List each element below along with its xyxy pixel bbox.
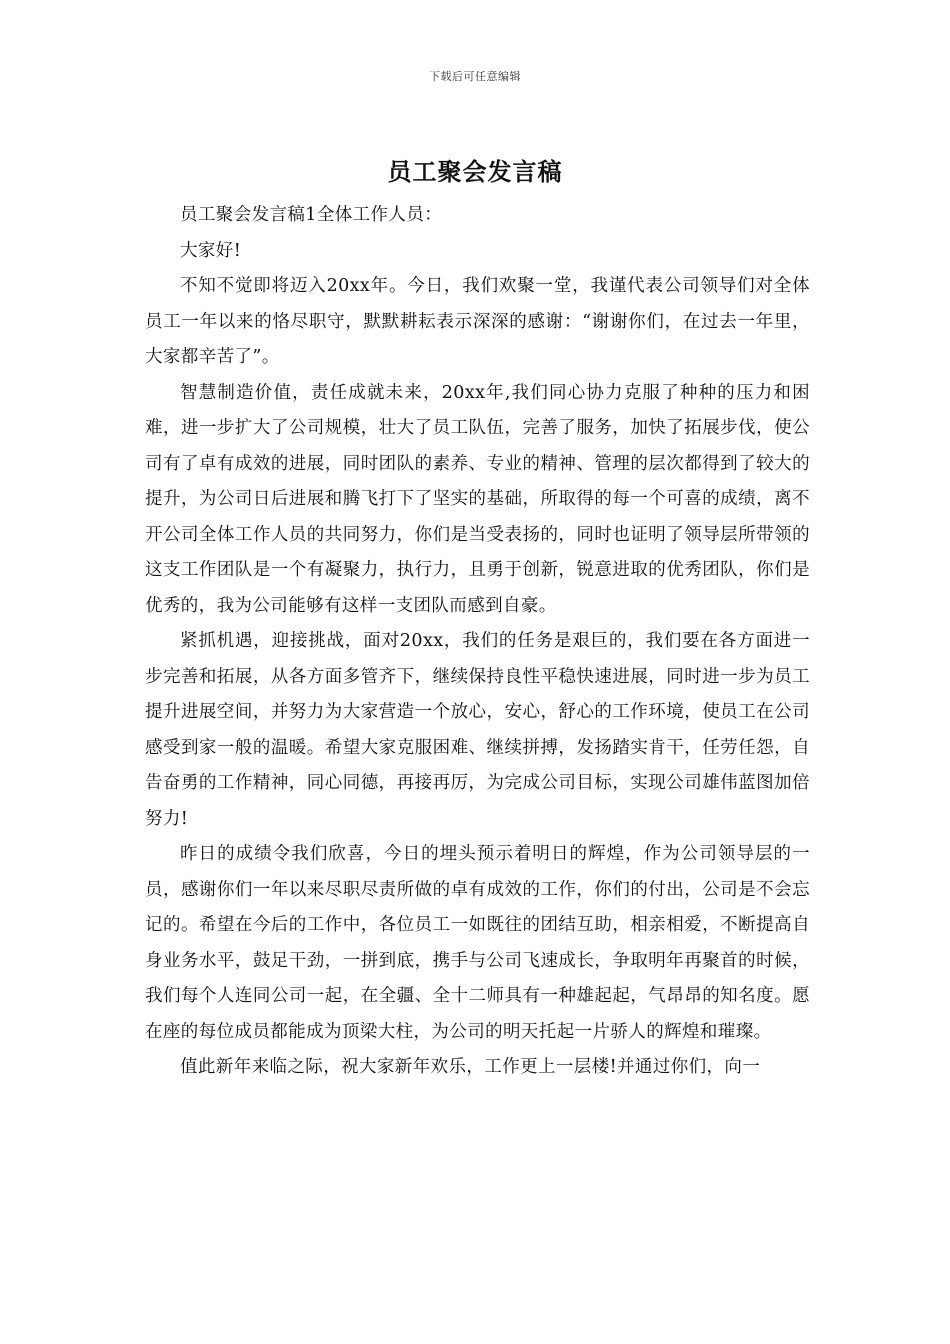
paragraph: 不知不觉即将迈入20xx年。今日，我们欢聚一堂，我谨代表公司领导们对全体员工一年以来的恪尽职守，默默耕耘表示深深的感谢：“谢谢你们，在过去一年里，大家都辛苦了”。	[145, 276, 810, 367]
document-body	[145, 198, 810, 1086]
document-title: 员工聚会发言稿	[387, 157, 563, 186]
paragraph-salutation: 员工聚会发言稿1全体工作人员：	[180, 205, 443, 225]
paragraph-greeting: 大家好!	[180, 240, 242, 261]
paragraph: 智慧制造价值，责任成就未来，20xx年,我们同心协力克服了种种的压力和困难，进一步扩大了公司规模，壮大了员工队伍，完善了服务，加快了拓展步伐，使公司有了卓有成效的进展，同时团队的素养、专业的精神、管理的层次都得到了较大的提升，为公司日后进展和腾飞打下了坚实的基础，所取得的每一个可喜的成绩，离不开公司全体工作人员的共同努力，你们是当受表扬的，同时也证明了领导层所带领的这支工作团队是一个有凝聚力，执行力，且勇于创新，锐意进取的优秀团队，你们是优秀的，我为公司能够有这样一支团队而感到自豪。	[145, 382, 810, 616]
paragraph: 紧抓机遇，迎接挑战，面对20xx，我们的任务是艰巨的，我们要在各方面进一步完善和拓展，从各方面多管齐下，继续保持良性平稳快速进展，同时进一步为员工提升进展空间，并努力为大家营造一个放心，安心，舒心的工作环境，使员工在公司感受到家一般的温暖。希望大家克服困难、继续拼搏，发扬踏实肯干，任劳任怨，自告奋勇的工作精神，同心同德，再接再厉，为完成公司目标，实现公司雄伟蓝图加倍努力!	[145, 631, 810, 829]
paragraph: 值此新年来临之际，祝大家新年欢乐，工作更上一层楼!并通过你们，向一	[180, 1057, 761, 1077]
header-note: 下载后可任意编辑	[429, 70, 521, 83]
paragraph: 昨日的成绩令我们欣喜，今日的埋头预示着明日的辉煌，作为公司领导层的一员，感谢你们一年以来尽职尽责所做的卓有成效的工作，你们的付出，公司是不会忘记的。希望在今后的工作中，各位员工一如既往的团结互助，相亲相爱，不断提高自身业务水平，鼓足干劲，一拼到底，携手与公司飞速成长，争取明年再聚首的时候，我们每个人连同公司一起，在全疆、全十二师具有一种雄起起，气昂昂的知名度。愿在座的每位成员都能成为顶梁大柱，为公司的明天托起一片骄人的辉煌和璀璨。	[145, 844, 810, 1042]
